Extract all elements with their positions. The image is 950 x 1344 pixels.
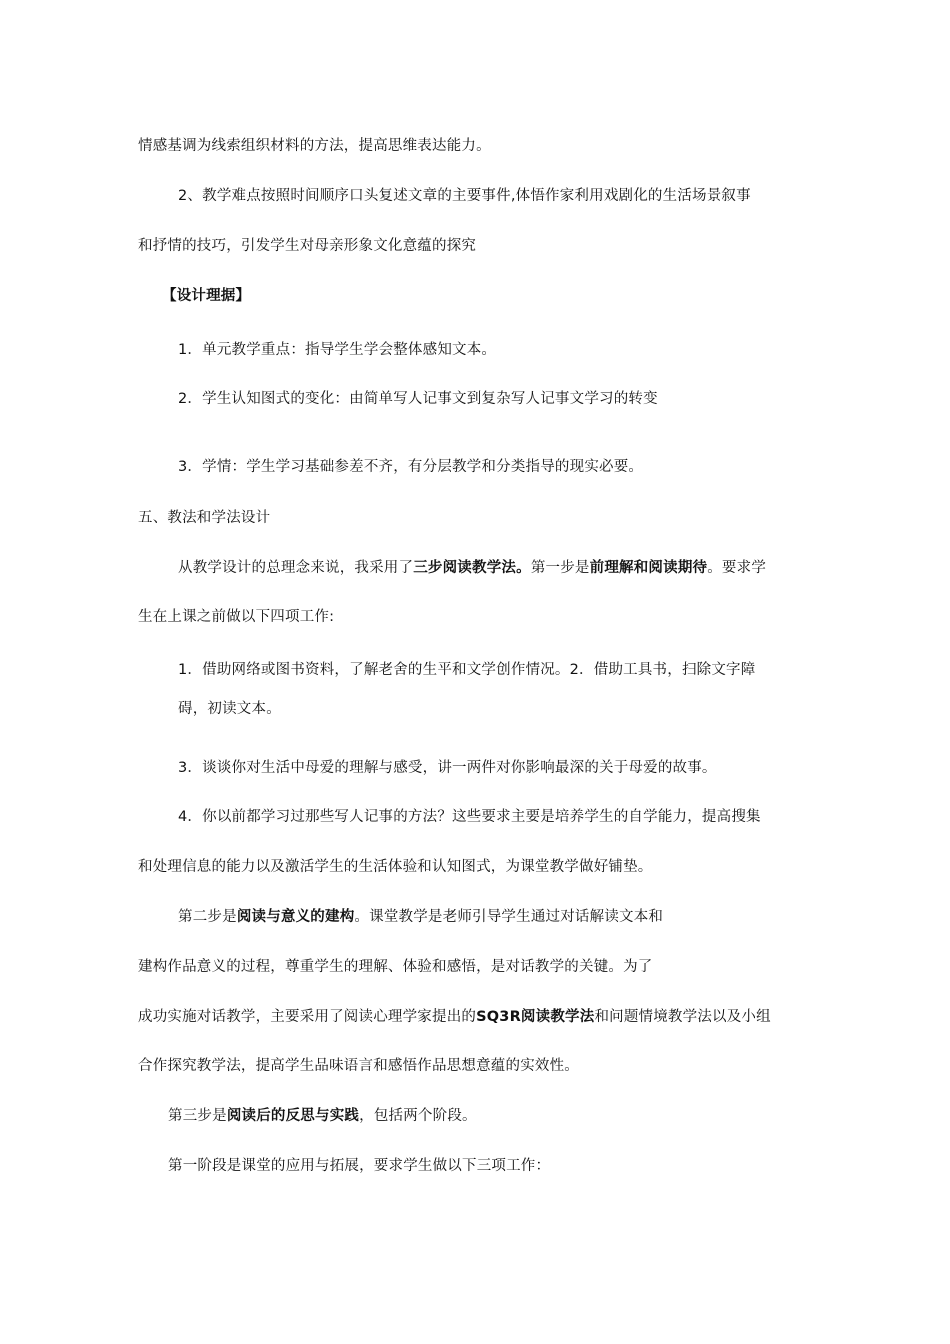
paragraph-line: 生在上课之前做以下四项工作:: [138, 609, 335, 625]
paragraph-line: 第一阶段是课堂的应用与拓展，要求学生做以下三项工作：: [168, 1158, 551, 1174]
list-item: 3．学情：学生学习基础参差不齐，有分层教学和分类指导的现实必要。: [178, 459, 644, 475]
paragraph-line: 情感基调为线索组织材料的方法，提高思维表达能力。: [138, 138, 491, 154]
paragraph-line: [138, 1007, 771, 1027]
list-item: 2．学生认知图式的变化：由简单写人记事文到复杂写人记事文学习的转变: [178, 391, 658, 407]
list-item: 4．你以前都学习过那些写人记事的方法？这些要求主要是培养学生的自学能力，提高搜集: [178, 809, 761, 825]
text-run: 从教学设计的总理念来说，我采用了: [178, 560, 414, 576]
section-heading: 【设计理据】: [162, 288, 251, 304]
text-run: 第一步是: [530, 560, 590, 576]
list-item-continuation: 碍，初读文本。: [178, 701, 281, 717]
section-heading: 五、教法和学法设计: [138, 510, 271, 526]
text-run: 第二步是: [178, 909, 237, 925]
bold-text-run: 阅读与意义的建构: [236, 909, 355, 925]
text-run: 。要求学: [707, 560, 767, 576]
list-item: 1．借助网络或图书资料，了解老舍的生平和文学创作情况。2．借助工具书，扫除文字障: [178, 662, 756, 678]
text-run: ，包括两个阶段。: [359, 1108, 477, 1124]
text-run: 成功实施对话教学，主要采用了阅读心理学家提出的: [138, 1009, 477, 1025]
paragraph-line: [178, 907, 663, 927]
paragraph-line: 2、教学难点按照时间顺序口头复述文章的主要事件,体悟作家利用戏剧化的生活场景叙事: [178, 188, 751, 204]
paragraph-line: [178, 558, 766, 578]
bold-text-run: 前理解和阅读期待: [589, 560, 708, 576]
paragraph-line: 建构作品意义的过程，尊重学生的理解、体验和感悟，是对话教学的关键。为了: [138, 959, 653, 975]
text-run: 第三步是: [168, 1108, 227, 1124]
list-item: 3．谈谈你对生活中母爱的理解与感受，讲一两件对你影响最深的关于母爱的故事。: [178, 760, 717, 776]
paragraph-line: [168, 1106, 477, 1126]
bold-text-run: 三步阅读教学法。: [413, 560, 531, 576]
text-run: 。课堂教学是老师引导学生通过对话解读文本和: [354, 909, 664, 925]
paragraph-line: 和处理信息的能力以及激活学生的生活体验和认知图式，为课堂教学做好铺垫。: [138, 859, 653, 875]
text-run: 和问题情境教学法以及小组: [594, 1009, 771, 1025]
list-item: 1．单元教学重点：指导学生学会整体感知文本。: [178, 342, 497, 358]
paragraph-line: 合作探究教学法，提高学生品味语言和感悟作品思想意蕴的实效性。: [138, 1058, 579, 1074]
bold-text-run: 阅读后的反思与实践: [226, 1108, 360, 1124]
paragraph-line: 和抒情的技巧，引发学生对母亲形象文化意蕴的探究: [138, 238, 477, 254]
bold-text-run: SQ3R阅读教学法: [476, 1009, 595, 1025]
